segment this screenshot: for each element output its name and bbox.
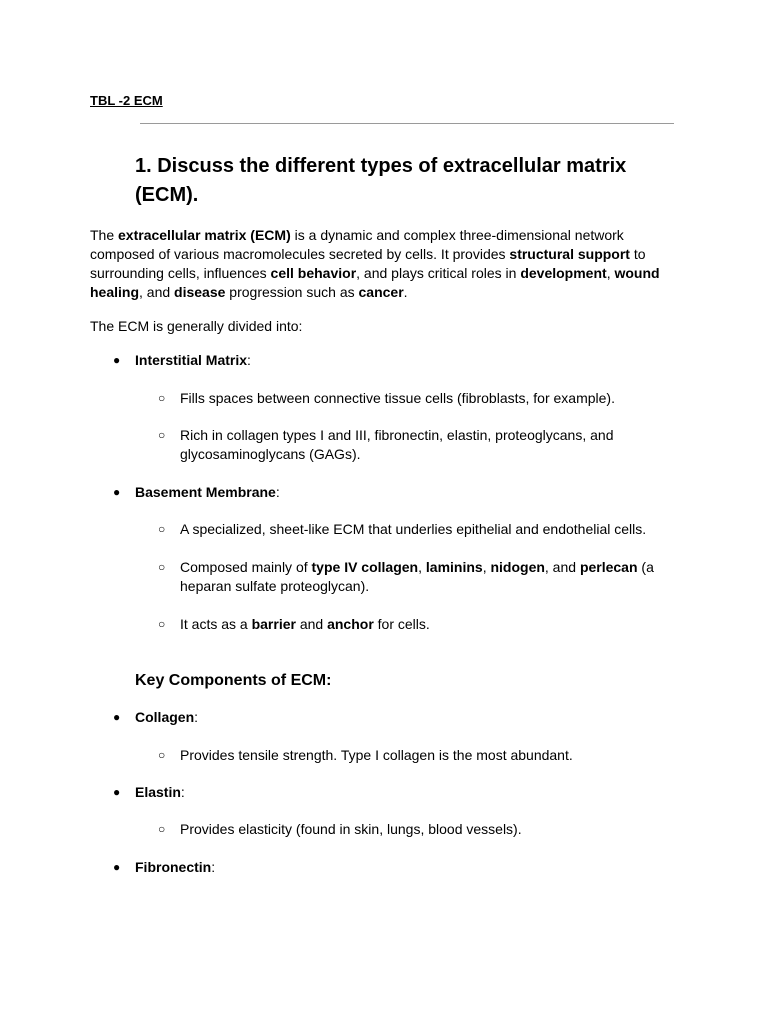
section-heading-1 (135, 152, 695, 210)
sub-item-collagen-1: Provides tensile strength. Type I collagen is the most abundant. (180, 747, 573, 763)
bullet-marker: ● (113, 485, 121, 499)
heading-line-2: (ECM). (135, 184, 199, 206)
bullet-marker: ● (113, 785, 121, 799)
sub-bullet-marker: ○ (158, 391, 166, 405)
bullet-marker: ● (113, 710, 121, 724)
sub-bullet-marker: ○ (158, 522, 166, 536)
sub-item-interstitial-2: Rich in collagen types I and III, fibronectin, elastin, proteoglycans, and glycosaminoglycans (GAGs). (180, 427, 614, 462)
heading-line-1: 1. Discuss the different types of extracellular matrix (135, 155, 627, 177)
list-item-fibronectin: Fibronectin: (135, 859, 216, 875)
document-title: TBL -2 ECM (90, 93, 163, 108)
sub-bullet-marker: ○ (158, 822, 166, 836)
horizontal-rule (140, 123, 674, 124)
divided-into-paragraph: The ECM is generally divided into: (90, 318, 303, 334)
section-heading-2: Key Components of ECM: (135, 672, 332, 689)
sub-bullet-marker: ○ (158, 428, 166, 442)
list-item-collagen: Collagen: (135, 709, 199, 725)
sub-item-basement-1: A specialized, sheet-like ECM that underlies epithelial and endothelial cells. (180, 521, 647, 537)
list-item-elastin: Elastin: (135, 784, 185, 800)
sub-bullet-marker: ○ (158, 560, 166, 574)
sub-bullet-marker: ○ (158, 617, 166, 631)
sub-item-elastin-1: Provides elasticity (found in skin, lungs, blood vessels). (180, 821, 522, 837)
intro-paragraph: The extracellular matrix (ECM) is a dynamic and complex three-dimensional network composed of various macromolecules secreted by cells. It provides structural support to surrounding cells, influences cell behavior, and plays critical roles in development, wound healing, and disease progression such as cancer. (90, 227, 660, 300)
sub-item-interstitial-1: Fills spaces between connective tissue cells (fibroblasts, for example). (180, 390, 615, 406)
list-item-interstitial-matrix: Interstitial Matrix: (135, 352, 251, 368)
sub-item-basement-3: It acts as a barrier and anchor for cells. (180, 616, 430, 632)
bullet-marker: ● (113, 353, 121, 367)
list-item-basement-membrane: Basement Membrane: (135, 484, 280, 500)
bullet-marker: ● (113, 860, 121, 874)
sub-bullet-marker: ○ (158, 748, 166, 762)
sub-item-basement-2: Composed mainly of type IV collagen, laminins, nidogen, and perlecan (a heparan sulfate proteoglycan). (180, 559, 654, 594)
